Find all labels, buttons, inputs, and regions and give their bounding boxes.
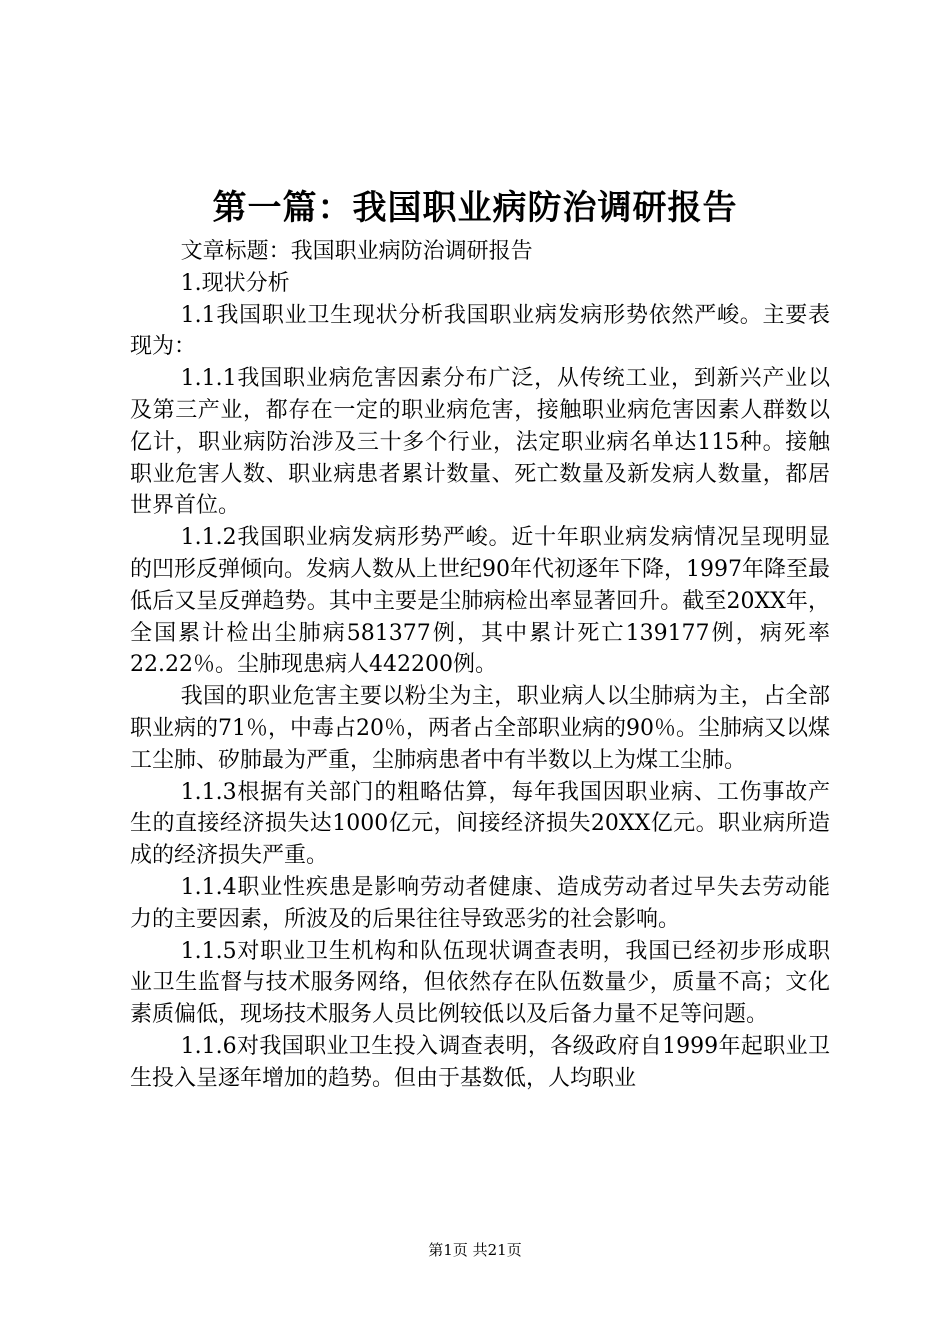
paragraph-1-1-2: 1.1.2我国职业病发病形势严峻。近十年职业病发病情况呈现明显的凹形反弹倾向。发病人数从上世纪90年代初逐年下降，1997年降至最低后又呈反弹趋势。其中主要是尘肺病检出率显著回升。截至20XX年，全国累计检出尘肺病581377例，其中累计死亡139177例，病死率22.22％。尘肺现患病人442200例。	[130, 525, 830, 678]
paragraph-1-1-4: 1.1.4职业性疾患是影响劳动者健康、造成劳动者过早失去劳动能力的主要因素，所波及的后果往往导致恶劣的社会影响。	[130, 874, 830, 932]
document-body	[130, 236, 830, 1095]
paragraph-1-1-1: 1.1.1我国职业病危害因素分布广泛，从传统工业，到新兴产业以及第三产业，都存在一定的职业病危害，接触职业病危害因素人群数以亿计，职业病防治涉及三十多个行业，法定职业病名单达115种。接触职业危害人数、职业病患者累计数量、死亡数量及新发病人数量，都居世界首位。	[130, 366, 830, 519]
document-title: 第一篇：我国职业病防治调研报告	[212, 188, 738, 228]
paragraph-1-1-6: 1.1.6对我国职业卫生投入调查表明，各级政府自1999年起职业卫生投入呈逐年增加的趋势。但由于基数低，人均职业	[130, 1033, 830, 1091]
paragraph-section-1: 1.现状分析	[180, 270, 290, 296]
paragraph-1-1: 1.1我国职业卫生现状分析我国职业病发病形势依然严峻。主要表现为：	[130, 302, 830, 360]
paragraph-hazard-summary: 我国的职业危害主要以粉尘为主，职业病人以尘肺病为主，占全部职业病的71％，中毒占20％，两者占全部职业病的90％。尘肺病又以煤工尘肺、矽肺最为严重，尘肺病患者中有半数以上为煤工尘肺。	[130, 684, 830, 773]
page-number-footer: 第1页 共21页	[428, 1241, 522, 1259]
paragraph-1-1-5: 1.1.5对职业卫生机构和队伍现状调查表明，我国已经初步形成职业卫生监督与技术服务网络，但依然存在队伍数量少，质量不高；文化素质偏低，现场技术服务人员比例较低以及后备力量不足等问题。	[130, 938, 830, 1028]
paragraph-article-title: 文章标题：我国职业病防治调研报告	[180, 239, 533, 264]
paragraph-1-1-3: 1.1.3根据有关部门的粗略估算，每年我国因职业病、工伤事故产生的直接经济损失达1000亿元，间接经济损失20XX亿元。职业病所造成的经济损失严重。	[130, 779, 830, 869]
